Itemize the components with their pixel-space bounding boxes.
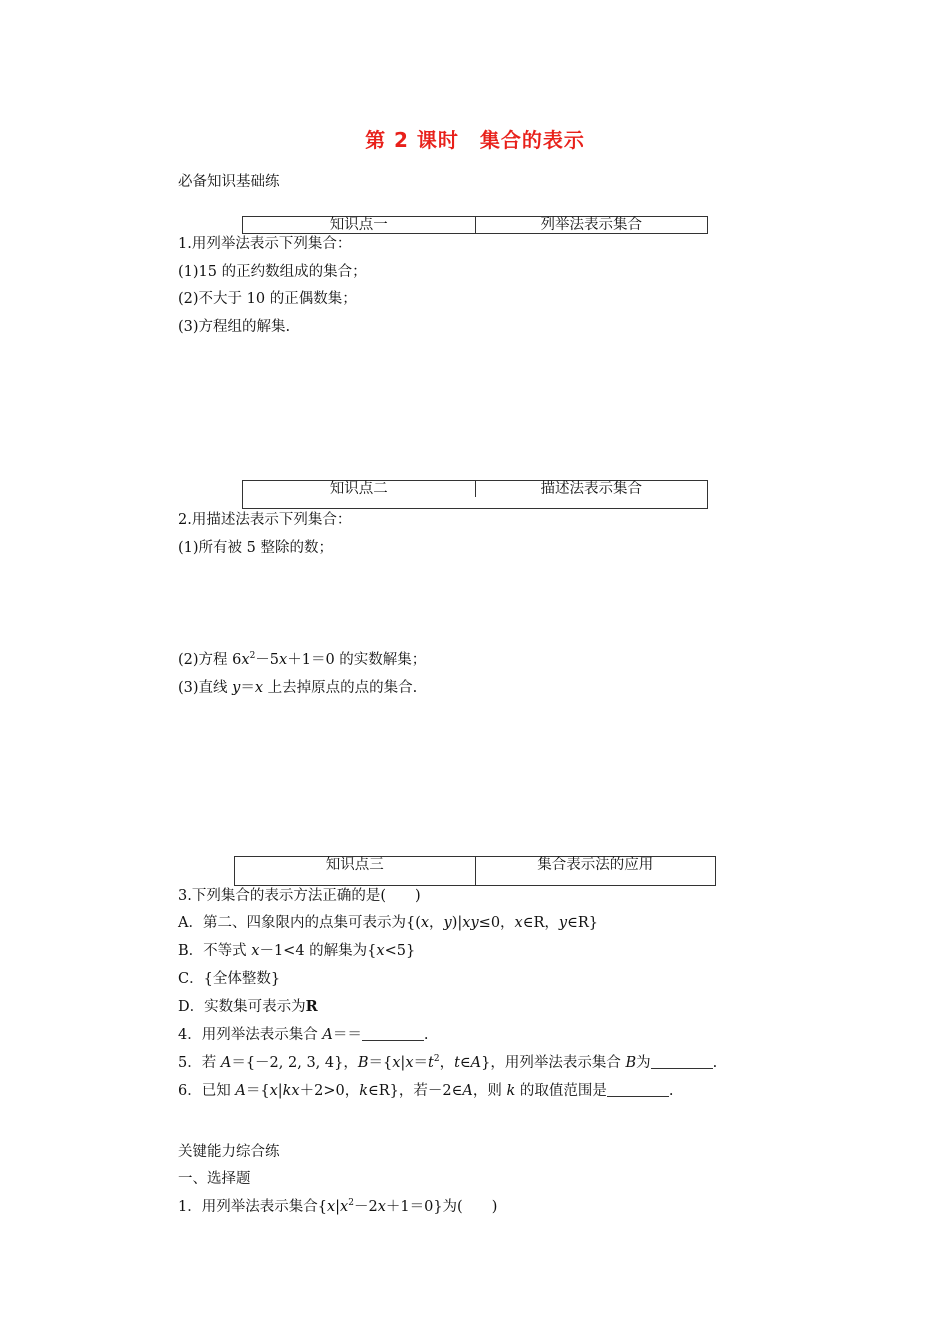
question-4: 4．用列举法表示集合 A＝＝ . <box>178 1027 429 1043</box>
key-question-1: 1．用列举法表示集合$\{x|x^2-2x+1=0\}$为( ) <box>178 1198 498 1215</box>
kp1-label: 知识点一 <box>329 217 388 233</box>
knowledge-point-table-3 <box>234 856 716 886</box>
question-1-part-2: (2)不大于 10 的正偶数集； <box>178 291 357 307</box>
knowledge-point-table-2 <box>242 480 708 509</box>
question-3-option-b: B．不等式 x－1<4 的解集为{x<5} <box>178 943 416 959</box>
question-1-part-1: (1)15 的正约数组成的集合； <box>178 264 367 280</box>
answer-blank <box>362 1026 424 1041</box>
question-2-part-3: (3)直线 y＝x 上去掉原点的点的集合. <box>178 680 418 696</box>
question-2-stem: 2.用描述法表示下列集合： <box>178 512 352 528</box>
question-2-part-2: (2)方程 $6x^2-5x+1=0$ 的实数解集； <box>178 651 427 668</box>
page-title: 第 2 课时 集合的表示 <box>365 128 585 152</box>
answer-blank <box>607 1082 669 1097</box>
subsection-heading-choice: 一、选择题 <box>178 1171 251 1187</box>
kp3-label: 知识点三 <box>325 857 384 873</box>
knowledge-point-table-1 <box>242 216 708 234</box>
kp2-topic: 描述法表示集合 <box>475 481 708 497</box>
question-6: 6．已知 A＝{x|kx＋2>0，k∈R}，若－2∈A，则 k 的取值范围是 . <box>178 1083 674 1099</box>
question-5: 5．若 A＝{－2, 2, 3, 4}，$B=\{x|x=t^2$，t∈A}，用列举法表示集合 B为 . <box>178 1054 718 1071</box>
question-3-option-c: C．{全体整数} <box>178 971 281 987</box>
kp1-topic: 列举法表示集合 <box>475 217 708 233</box>
question-2-part-1: (1)所有被 5 整除的数； <box>178 540 333 556</box>
section-heading-basic: 必备知识基础练 <box>178 174 280 190</box>
kp2-label: 知识点二 <box>329 481 388 497</box>
question-1-part-3: (3)方程组的解集. <box>178 319 291 335</box>
answer-blank <box>651 1054 713 1069</box>
question-1-stem: 1.用列举法表示下列集合： <box>178 236 352 252</box>
section-heading-key-ability: 关键能力综合练 <box>178 1144 280 1160</box>
question-3-option-d: D．实数集可表示为R <box>178 998 318 1015</box>
question-3-stem: 3.下列集合的表示方法正确的是( ) <box>178 888 421 904</box>
question-3-option-a: A．第二、四象限内的点集可表示为{(x，y)|xy≤0，x∈R，y∈R} <box>178 915 598 931</box>
kp3-topic: 集合表示法的应用 <box>475 857 716 885</box>
